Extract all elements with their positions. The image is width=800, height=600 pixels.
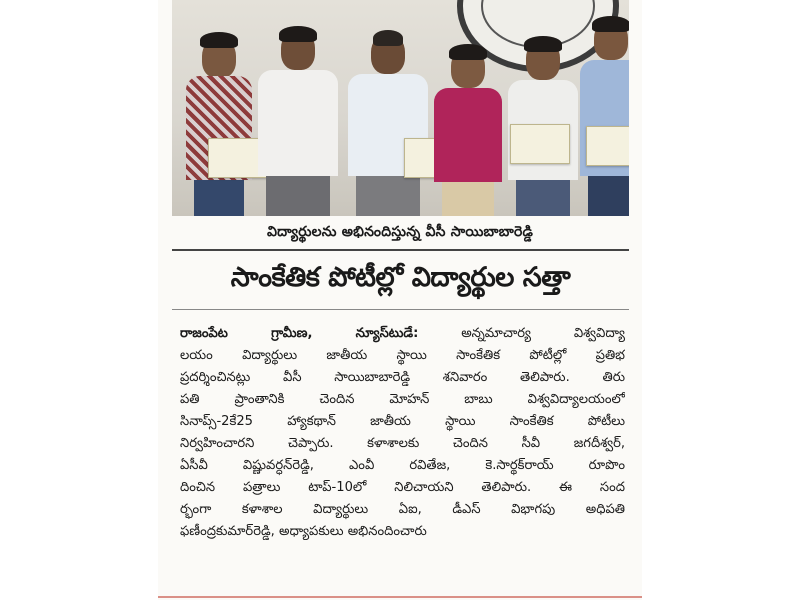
article-line: లయం విద్యార్థులు జాతీయ స్థాయి సాంకేతిక పోటీల్లో ప్రతిభ bbox=[180, 348, 625, 363]
newspaper-clipping bbox=[158, 0, 642, 600]
headline-divider bbox=[172, 309, 629, 310]
article-line: ఏసీవీ విష్ణువర్ధన్‌రెడ్డి, ఎంవీ రవితేజ, కె.సార్థక్‌రాయ్ రూపొం bbox=[180, 458, 625, 473]
person-student-2 bbox=[434, 44, 502, 216]
article-line: పతి ప్రాంతానికి చెందిన మోహన్ బాబు విశ్వవిద్యాలయంలో bbox=[180, 392, 625, 407]
article-body bbox=[180, 323, 625, 543]
article-line: ఫణీంద్రకుమార్‌రెడ్డి, అధ్యాపకులు అభినందించారు bbox=[180, 524, 427, 539]
news-photo bbox=[172, 0, 629, 216]
article-text: అన్నమాచార్య విశ్వవిద్యా bbox=[461, 326, 625, 341]
person-faculty-1 bbox=[258, 26, 338, 216]
photo-caption: విద్యార్థులను అభినందిస్తున్న వీసీ సాయిబాబారెడ్డి bbox=[266, 224, 534, 240]
person-student-1 bbox=[186, 30, 252, 216]
certificate bbox=[586, 126, 629, 166]
bottom-border bbox=[158, 596, 642, 598]
article-line: నిర్వహించారని చెప్పారు. కళాశాలకు చెందిన సీవీ జగదీశ్వర్, bbox=[180, 436, 625, 451]
article-line bbox=[180, 323, 625, 345]
article-line: సినాప్స్-2కే25 హ్యాకథాన్ జాతీయ స్థాయి సాంకేతిక పోటీలు bbox=[180, 414, 625, 429]
article-line: దించిన పత్రాలు టాప్-10లో నిలిచాయని తెలిపారు. ఈ సంద bbox=[180, 480, 625, 495]
caption-divider bbox=[172, 249, 629, 251]
article-line: ర్భంగా కళాశాల విద్యార్థులు ఏఐ, డీఎస్ విభాగపు అధిపతి bbox=[180, 502, 625, 517]
person-student-4 bbox=[580, 16, 629, 216]
dateline: రాజంపేట గ్రామీణ, న్యూస్‌టుడే: bbox=[180, 326, 419, 341]
person-vc bbox=[348, 30, 428, 216]
article-line: ప్రదర్శించినట్లు వీసీ సాయిబాబారెడ్డి శనివారం తెలిపారు. తిరు bbox=[180, 370, 625, 385]
certificate bbox=[510, 124, 570, 164]
headline: సాంకేతిక పోటీల్లో విద్యార్థుల సత్తా bbox=[230, 262, 571, 293]
